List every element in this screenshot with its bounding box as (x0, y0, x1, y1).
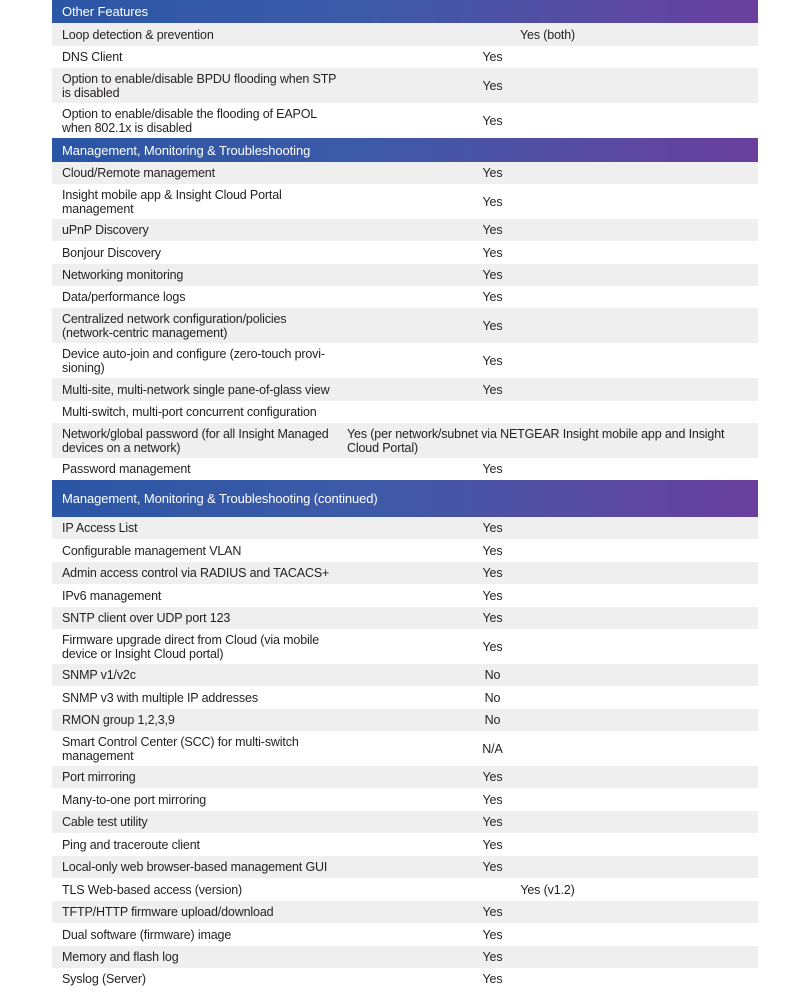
feature-value: Yes (482, 905, 503, 919)
feature-label: Multi-site, multi-network single pane-of-glass view (62, 382, 330, 397)
table-row (52, 923, 758, 946)
table-row (52, 968, 758, 990)
feature-label: TLS Web-based access (version) (62, 882, 243, 897)
feature-label: Syslog (Server) (62, 972, 146, 986)
table-row (52, 241, 758, 264)
feature-value: Yes (v1.2) (520, 882, 575, 897)
feature-value: Yes (482, 770, 503, 784)
feature-value: Yes (482, 588, 503, 603)
feature-value: No (484, 713, 501, 727)
feature-label: Admin access control via RADIUS and TACACS+ (62, 566, 330, 580)
table-row (52, 788, 758, 811)
feature-value: N/A (482, 741, 503, 756)
feature-value: Yes (482, 318, 503, 333)
table-row (52, 811, 758, 833)
feature-value: Yes (482, 382, 503, 397)
feature-value: Yes (482, 268, 503, 282)
feature-value: Yes (482, 194, 503, 209)
feature-value: Yes (482, 950, 503, 964)
feature-label: Configurable management VLAN (62, 543, 242, 558)
table-row (52, 878, 758, 901)
feature-value: Yes (482, 223, 503, 237)
feature-value: Yes (482, 521, 503, 535)
table-row (52, 766, 758, 788)
section-header: Management, Monitoring & Troubleshooting (52, 138, 758, 162)
table-row (52, 308, 758, 343)
table-row (52, 162, 758, 184)
feature-label: Cloud/Remote management (62, 166, 215, 180)
feature-label: uPnP Discovery (62, 223, 149, 237)
feature-value: Yes (482, 972, 503, 986)
feature-label: TFTP/HTTP firmware upload/download (62, 905, 274, 919)
table-row (52, 286, 758, 308)
feature-label: Dual software (firmware) image (62, 927, 232, 942)
feature-label: Insight mobile app & Insight Cloud Portal management (62, 187, 282, 216)
feature-label: Loop detection & prevention (62, 27, 214, 42)
table-row (52, 343, 758, 378)
table-row (52, 103, 758, 138)
feature-value: Yes (482, 166, 503, 180)
feature-label: SNMP v3 with multiple IP addresses (62, 690, 258, 705)
table-row (52, 562, 758, 584)
feature-value: Yes (482, 50, 503, 64)
feature-value: Yes (482, 792, 503, 807)
table-row (52, 946, 758, 968)
table-row (52, 664, 758, 686)
feature-value: Yes (482, 927, 503, 942)
table-row (52, 378, 758, 401)
feature-label: DNS Client (62, 50, 123, 64)
feature-label: Port mirroring (62, 770, 136, 784)
table-row (52, 833, 758, 856)
feature-label: Network/global password (for all Insight Managed devices on a network) (62, 426, 329, 455)
feature-label: IPv6 management (62, 588, 162, 603)
feature-value: Yes (482, 543, 503, 558)
table-row (52, 458, 758, 480)
feature-value: Yes (both) (519, 27, 576, 42)
feature-label: Password management (62, 462, 191, 476)
table-row (52, 856, 758, 878)
section-header: Other Features (52, 0, 758, 23)
table-row (52, 264, 758, 286)
feature-label: SNMP v1/v2c (62, 668, 136, 682)
feature-label: Option to enable/disable BPDU flooding when STP is disabled (62, 71, 337, 100)
table-row (52, 401, 758, 423)
table-row (52, 219, 758, 241)
table-row (52, 23, 758, 46)
feature-value: No (484, 668, 501, 682)
feature-label: SNTP client over UDP port 123 (62, 611, 231, 625)
table-row (52, 709, 758, 731)
feature-label: Device auto-join and configure (zero-touch provi-sioning) (62, 346, 325, 375)
feature-label: IP Access List (62, 521, 138, 535)
section-header: Management, Monitoring & Troubleshooting (continued) (52, 480, 758, 517)
spec-table (52, 0, 758, 990)
feature-label: RMON group 1,2,3,9 (62, 713, 175, 727)
feature-label: Networking monitoring (62, 268, 184, 282)
feature-value: Yes (482, 837, 503, 852)
feature-label: Ping and traceroute client (62, 837, 200, 852)
table-row (52, 68, 758, 103)
feature-value: Yes (482, 113, 503, 128)
feature-label: Firmware upgrade direct from Cloud (via mobile device or Insight Cloud portal) (62, 632, 320, 661)
feature-label: Local-only web browser-based management GUI (62, 860, 328, 874)
feature-value: Yes (482, 639, 503, 654)
feature-label: Data/performance logs (62, 290, 186, 304)
feature-value: Yes (482, 290, 503, 304)
table-row (52, 517, 758, 539)
feature-label: Many-to-one port mirroring (62, 792, 207, 807)
feature-label: Smart Control Center (SCC) for multi-switch management (62, 734, 299, 763)
table-row (52, 686, 758, 709)
table-row (52, 731, 758, 766)
table-row (52, 184, 758, 219)
feature-value: Yes (482, 353, 503, 368)
table-row (52, 539, 758, 562)
feature-label: Bonjour Discovery (62, 245, 161, 260)
feature-label: Centralized network configuration/policies (network-centric management) (62, 311, 287, 340)
feature-value: No (484, 690, 501, 705)
feature-label: Option to enable/disable the flooding of EAPOL when 802.1x is disabled (62, 106, 317, 135)
table-row (52, 46, 758, 68)
table-row (52, 423, 758, 458)
feature-label: Cable test utility (62, 815, 148, 829)
feature-value: Yes (482, 860, 503, 874)
feature-value: Yes (482, 462, 503, 476)
feature-value: Yes (482, 78, 503, 93)
table-row (52, 629, 758, 664)
feature-value: Yes (per network/subnet via NETGEAR Insight mobile app and Insight Cloud Portal) (347, 426, 725, 455)
feature-label: Memory and flash log (62, 950, 179, 964)
table-row (52, 607, 758, 629)
feature-value: Yes (482, 566, 503, 580)
feature-value: Yes (482, 611, 503, 625)
table-row (52, 584, 758, 607)
table-row (52, 901, 758, 923)
feature-label: Multi-switch, multi-port concurrent configuration (62, 405, 317, 419)
feature-value: Yes (482, 815, 503, 829)
feature-value: Yes (482, 245, 503, 260)
